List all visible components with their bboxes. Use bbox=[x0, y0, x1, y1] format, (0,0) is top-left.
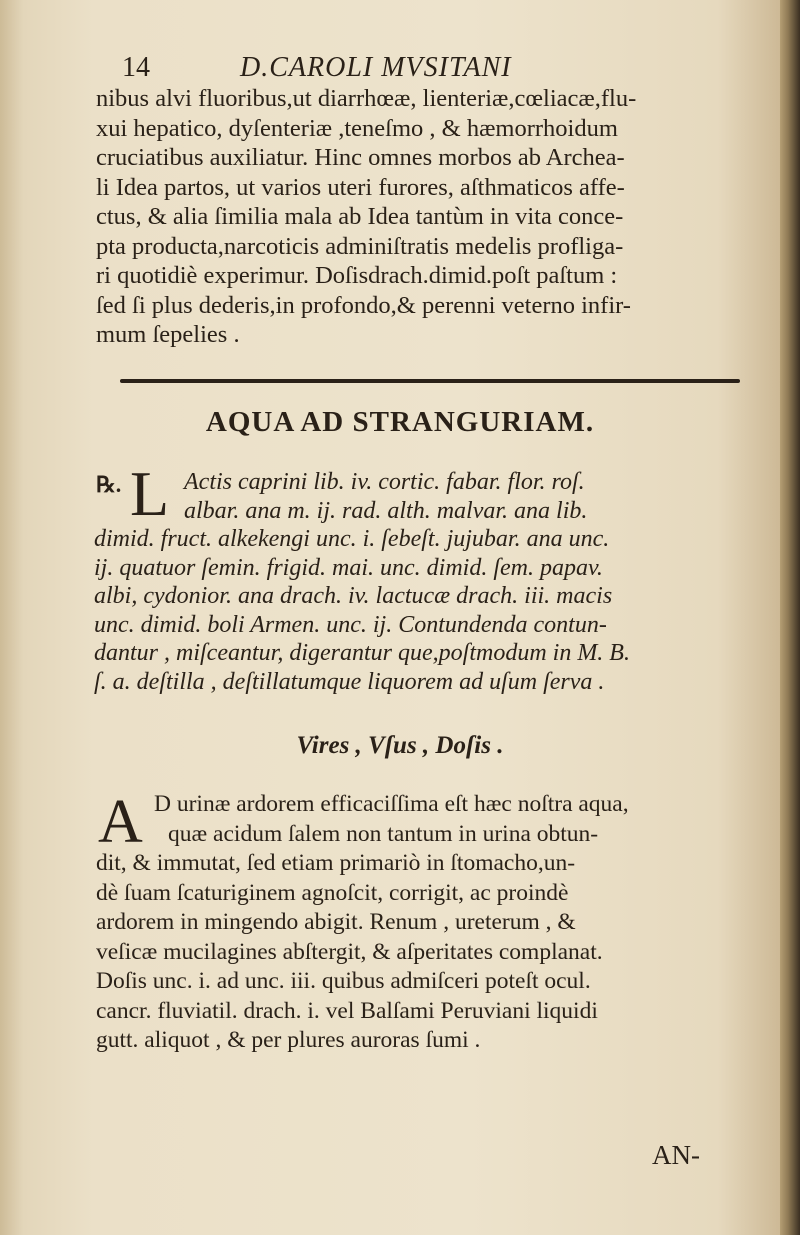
text-line: veſicæ mucilagines abſtergit, & aſperitates complanat. bbox=[96, 938, 603, 965]
text-line: mum ſepelies . bbox=[96, 321, 240, 348]
page-header bbox=[122, 52, 722, 88]
text-line: D urinæ ardorem efficaciſſima eſt hæc noſtra aqua, bbox=[154, 791, 629, 817]
text-line: cancr. fluviatil. drach. i. vel Balſami Peruviani liquidi bbox=[96, 997, 598, 1024]
recipe-block bbox=[94, 458, 744, 696]
catchword: AN- bbox=[652, 1140, 700, 1170]
text-line: dit, & immutat, ſed etiam primariò in ſtomacho,un- bbox=[96, 850, 576, 876]
horizontal-rule bbox=[120, 379, 740, 383]
text-line: pta producta,narcoticis adminiſtratis medelis profliga- bbox=[96, 232, 624, 260]
text-line: ctus, & alia ſimilia mala ab Idea tantùm in vita conce- bbox=[96, 203, 624, 230]
subheading: Vires , Vſus , Doſis . bbox=[296, 732, 504, 759]
text-line: albi, cydonior. ana drach. iv. lactucæ drach. iii. macis bbox=[94, 583, 613, 609]
text-line: nibus alvi fluoribus,ut diarrhœæ, lienteriæ,cœliacæ,flu- bbox=[96, 85, 637, 112]
text-line: gutt. aliquot , & per plures auroras ſumi . bbox=[96, 1027, 481, 1053]
text-line: dantur , miſceantur, digerantur que,poſtmodum in M. B. bbox=[94, 640, 630, 666]
text-line: dimid. fruct. alkekengi unc. i. ſebeſt. jujubar. ana unc. bbox=[94, 526, 610, 552]
drop-cap: L bbox=[130, 458, 170, 529]
text-line: albar. ana m. ij. rad. alth. malvar. ana lib. bbox=[184, 497, 588, 524]
running-head: D.CAROLI MVSITANI bbox=[240, 52, 512, 83]
drop-cap: A bbox=[98, 788, 143, 856]
book-binding-edge bbox=[780, 0, 800, 1235]
page-number: 14 bbox=[122, 52, 150, 83]
paragraph-continuation bbox=[96, 84, 740, 350]
text-line: ſed ſi plus dederis,in profondo,& perenni veterno infir- bbox=[96, 291, 631, 319]
text-line: xui hepatico, dyſenteriæ ,teneſmo , & hæmorrhoidum bbox=[96, 114, 618, 142]
text-line: ij. quatuor ſemin. frigid. mai. unc. dimid. ſem. papav. bbox=[94, 554, 603, 581]
usage-block bbox=[96, 790, 742, 1056]
recipe-symbol: ℞. bbox=[96, 472, 122, 497]
text-line: Doſis unc. i. ad unc. iii. quibus admiſceri poteſt ocul. bbox=[96, 968, 591, 994]
usage-text bbox=[96, 790, 742, 1056]
text-line: Actis caprini lib. iv. cortic. fabar. flor. roſ. bbox=[184, 469, 585, 495]
text-line: ardorem in mingendo abigit. Renum , ureterum , & bbox=[96, 909, 576, 935]
section-title: AQUA AD STRANGURIAM. bbox=[205, 406, 595, 438]
text-line: quæ acidum ſalem non tantum in urina obtun- bbox=[168, 820, 599, 847]
text-line: dè ſuam ſcaturiginem agnoſcit, corrigit, ac proindè bbox=[96, 879, 569, 906]
text-line: cruciatibus auxiliatur. Hinc omnes morbos ab Archea- bbox=[96, 144, 625, 171]
text-line: ſ. a. deſtilla , deſtillatumque liquorem ad uſum ſerva . bbox=[94, 668, 605, 695]
recipe-text bbox=[94, 468, 744, 696]
text-line: unc. dimid. boli Armen. unc. ij. Contundenda contun- bbox=[94, 611, 607, 638]
text-line: ri quotidiè experimur. Doſisdrach.dimid.poſt paſtum : bbox=[96, 262, 618, 289]
text-line: li Idea partos, ut varios uteri furores, aſthmaticos affe- bbox=[96, 173, 625, 201]
